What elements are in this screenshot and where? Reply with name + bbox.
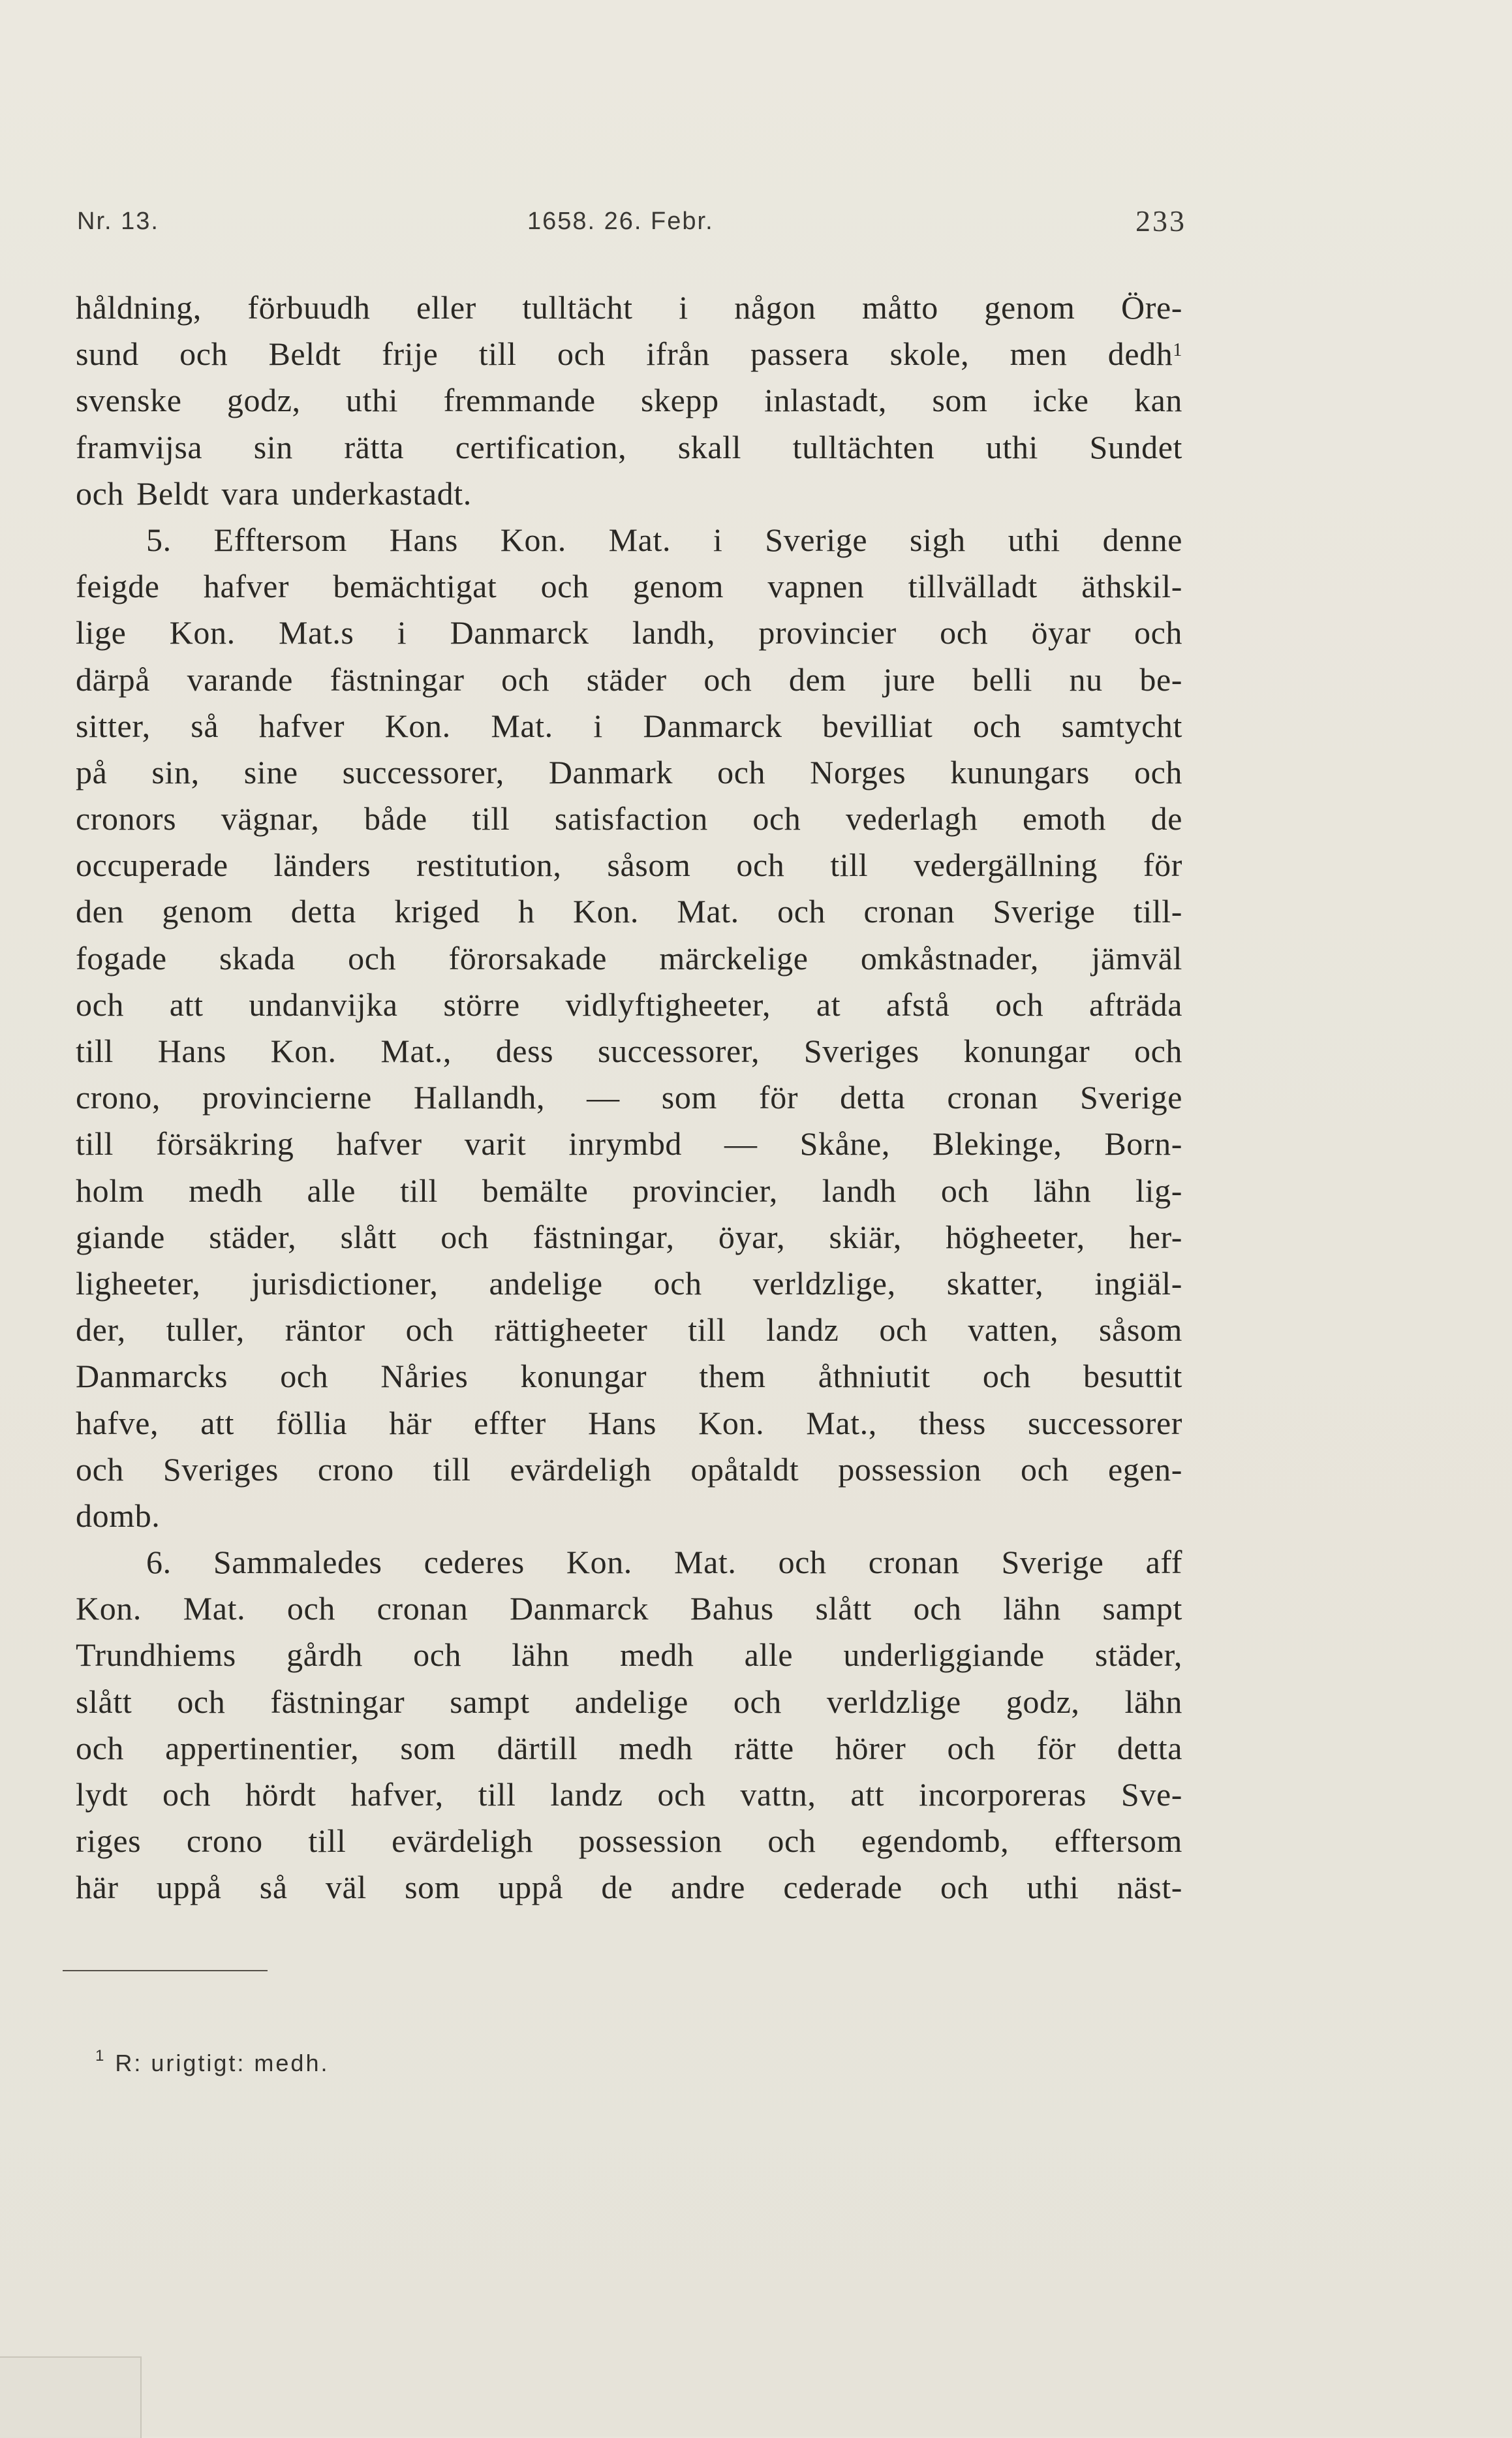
text-line: hafve, att föllia här effter Hans Kon. Mat., thess successorer — [76, 1404, 1182, 1441]
text-line: till försäkring hafver varit inrymbd — Skåne, Blekinge, Born- — [76, 1125, 1182, 1163]
text-line: lydt och hördt hafver, till landz och vattn, att incorporeras Sve- — [76, 1776, 1182, 1813]
text-line: framvijsa sin rätta certification, skall tulltächten uthi Sundet — [76, 428, 1182, 465]
text-line: ligheeter, jurisdictioner, andelige och verldzlige, skatter, ingiäl- — [76, 1264, 1182, 1302]
footnote-divider — [63, 1970, 268, 1971]
text-line: giande städer, slått och fästningar, öyar, skiär, högheeter, her- — [76, 1218, 1182, 1255]
text-line: der, tuller, räntor och rättigheeter till landz och vatten, såsom — [76, 1311, 1182, 1349]
footnote-reference: 1 — [1173, 340, 1182, 361]
paragraph-6-start: 6. Sammaledes cederes Kon. Mat. och cronan Sverige aff — [146, 1544, 1182, 1581]
paragraph-5-start: 5. Efftersom Hans Kon. Mat. i Sverige sigh uthi denne — [146, 521, 1182, 558]
text-line: slått och fästningar sampt andelige och verldzlige godz, lähn — [76, 1683, 1182, 1720]
text-line: cronors vägnar, både till satisfaction och vederlagh emoth de — [76, 800, 1182, 837]
main-text — [76, 285, 1182, 1911]
document-number: Nr. 13. — [77, 208, 159, 235]
text-line: domb. — [76, 1497, 161, 1534]
text-line: håldning, förbuudh eller tulltächt i någon måtto genom Öre- — [76, 289, 1182, 326]
text-line: på sin, sine successorer, Danmark och Norges kunungars och — [76, 753, 1182, 790]
text-line: därpå varande fästningar och städer och dem jure belli nu be- — [76, 661, 1182, 698]
footnote — [95, 2047, 330, 2077]
page-header — [77, 204, 1186, 247]
footnote-text: R: urigtigt: medh. — [115, 2050, 330, 2076]
document-date: 1658. 26. Febr. — [527, 208, 714, 235]
text-line: Trundhiems gårdh och lähn medh alle underliggiande städer, — [76, 1636, 1182, 1674]
page-number: 233 — [1135, 204, 1186, 238]
text-line: fogade skada och förorsakade märckelige omkåstnader, jämväl — [76, 939, 1182, 977]
text-line: Kon. Mat. och cronan Danmarck Bahus slått och lähn sampt — [76, 1590, 1182, 1627]
text-line: crono, provincierne Hallandh, — som för detta cronan Sverige — [76, 1079, 1182, 1116]
text-line: sund och Beldt frije till och ifrån passera skole, men dedh$^1$ — [76, 336, 1182, 373]
text-line: till Hans Kon. Mat., dess successorer, Sveriges konungar och — [76, 1033, 1182, 1069]
text-line: Danmarcks och Nåries konungar them åthniutit och besuttit — [76, 1358, 1182, 1395]
text-line: och att undanvijka större vidlyftigheeter, at afstå och afträda — [76, 986, 1182, 1023]
scan-edge — [0, 2356, 142, 2438]
text-line: holm medh alle till bemälte provincier, landh och lähn lig- — [76, 1172, 1182, 1209]
text-line: riges crono till evärdeligh possession och egendomb, efftersom — [76, 1822, 1182, 1860]
text-line: sitter, så hafver Kon. Mat. i Danmarck bevilliat och samtycht — [76, 707, 1182, 744]
text-line: lige Kon. Mat.s i Danmarck landh, provincier och öyar och — [76, 614, 1182, 651]
text-line: feigde hafver bemächtigat och genom vapnen tillvälladt äthskil- — [76, 568, 1182, 605]
footnote-mark: 1 — [95, 2047, 106, 2065]
text-line: och Sveriges crono till evärdeligh opåtaldt possession och egen- — [76, 1450, 1182, 1488]
text-line: och Beldt vara underkastadt. — [76, 475, 472, 512]
text-line: här uppå så väl som uppå de andre cederade och uthi näst- — [76, 1869, 1182, 1906]
text-line: och appertinentier, som därtill medh rätte hörer och för detta — [76, 1729, 1182, 1766]
text-line: svenske godz, uthi fremmande skepp inlastadt, som icke kan — [76, 382, 1182, 419]
text-line: den genom detta kriged h Kon. Mat. och cronan Sverige till- — [76, 893, 1182, 930]
text-line: occuperade länders restitution, såsom och till vedergällning för — [76, 847, 1182, 884]
